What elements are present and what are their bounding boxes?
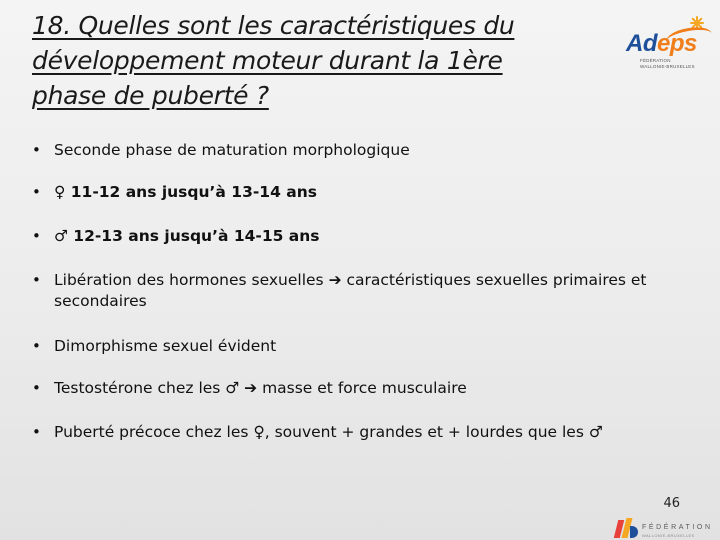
bullet-text: ♂ 12-13 ans jusqu’à 14-15 ans bbox=[54, 227, 320, 245]
bullet-text: Libération des hormones sexuelles ➔ caractéristiques sexuelles primaires et secondaires bbox=[54, 271, 647, 310]
logo-wordmark: Adeps bbox=[626, 30, 697, 57]
bullet-marker: • bbox=[32, 379, 41, 397]
bullet-text: Puberté précoce chez les ♀, souvent + grandes et + lourdes que les ♂ bbox=[54, 423, 603, 441]
arrow-right-icon: ➔ bbox=[244, 379, 258, 397]
bullet-marker: • bbox=[32, 227, 41, 245]
bullet-marker: • bbox=[32, 183, 41, 201]
federation-emblem-icon bbox=[616, 518, 636, 540]
page-number: 46 bbox=[663, 496, 680, 511]
bullet-marker: • bbox=[32, 423, 41, 441]
bullet-text: Testostérone chez les ♂ ➔ masse et force musculaire bbox=[54, 379, 467, 397]
federation-subtitle: WALLONIE-BRUXELLES bbox=[642, 533, 695, 538]
bullet-text: Seconde phase de maturation morphologique bbox=[54, 141, 410, 159]
logo-subtitle: FÉDÉRATION WALLONIE-BRUXELLES bbox=[640, 58, 695, 69]
arrow-right-icon: ➔ bbox=[328, 271, 342, 289]
federation-logo bbox=[612, 516, 720, 540]
bullet-marker: • bbox=[32, 141, 41, 159]
bullet-marker: • bbox=[32, 337, 41, 355]
federation-wordmark: FÉDÉRATION bbox=[642, 524, 713, 531]
bullet-text: Dimorphisme sexuel évident bbox=[54, 337, 277, 355]
bullet-marker: • bbox=[32, 271, 41, 289]
bullet-text: ♀ 11-12 ans jusqu’à 13-14 ans bbox=[54, 183, 317, 201]
slide-title: 18. Quelles sont les caractéristiques du développement moteur durant la 1ère phase de puberté ? bbox=[32, 11, 515, 110]
